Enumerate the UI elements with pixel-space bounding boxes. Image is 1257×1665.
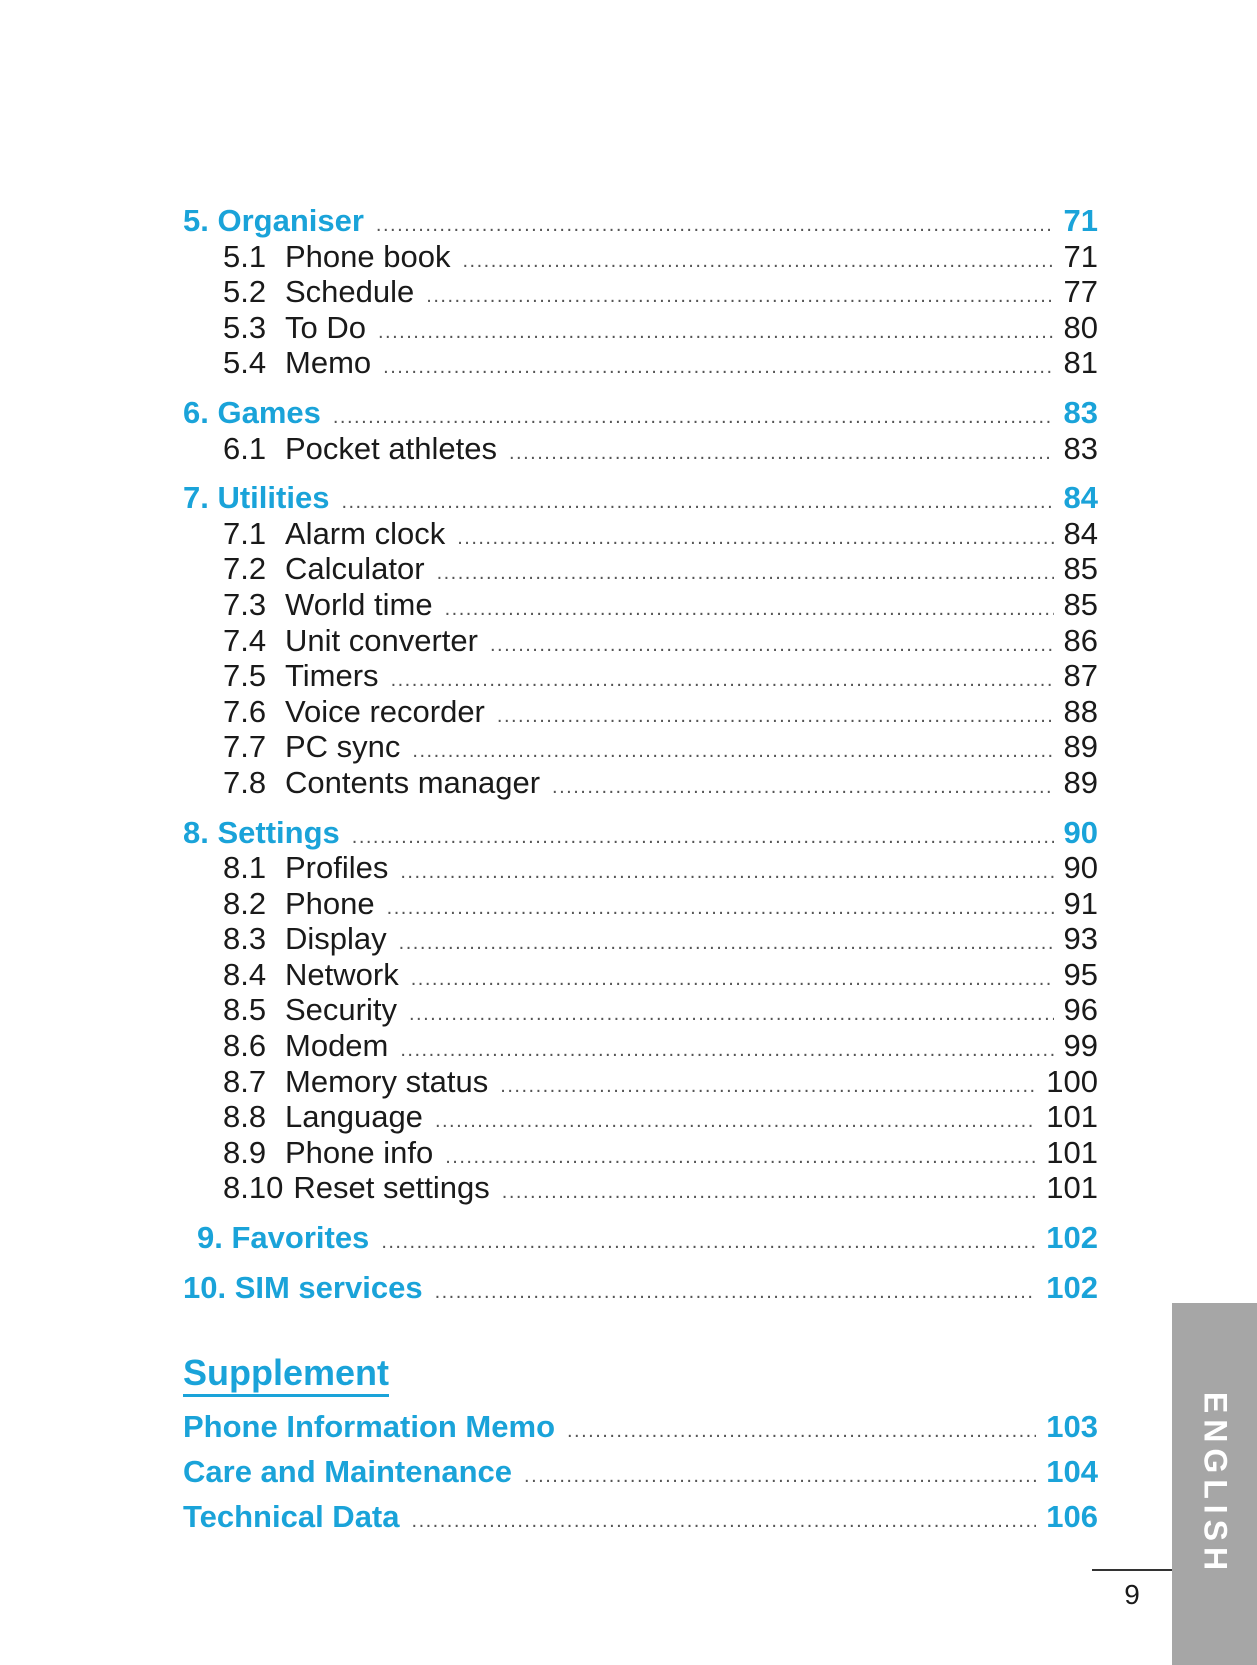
dot-leader: [383, 350, 1053, 386]
page-ref: 80: [1063, 309, 1098, 345]
supplement-heading: Supplement: [183, 1352, 389, 1397]
toc-item[interactable]: [183, 551, 1098, 587]
page-ref: 71: [1063, 238, 1098, 274]
page-ref: 102: [1046, 1269, 1098, 1305]
page-ref: 103: [1046, 1409, 1098, 1444]
item-label: Network: [285, 956, 399, 992]
page-ref: 96: [1063, 992, 1098, 1028]
item-number: 8.5: [223, 992, 267, 1028]
supplement-item[interactable]: [183, 1494, 1098, 1539]
item-number: 8.4: [223, 956, 267, 992]
section-title: 5. Organiser: [183, 203, 364, 238]
dot-leader: [412, 1499, 1037, 1544]
page-ref: 93: [1063, 921, 1098, 957]
dot-leader: [457, 521, 1053, 557]
dot-leader: [552, 770, 1053, 806]
dot-leader: [378, 315, 1054, 351]
item-label: Unit converter: [285, 622, 478, 658]
toc-section-games[interactable]: [183, 395, 1098, 431]
item-number: 7.3: [223, 586, 267, 622]
page-ref: 89: [1063, 729, 1098, 765]
item-number: 7.1: [223, 515, 267, 551]
toc-item[interactable]: [183, 886, 1098, 922]
dot-leader: [524, 1454, 1036, 1499]
item-label: Phone: [285, 885, 375, 921]
item-label: Voice recorder: [285, 693, 485, 729]
item-label: Contents manager: [285, 764, 541, 800]
toc-section-settings[interactable]: [183, 815, 1098, 851]
item-number: 8.7: [223, 1063, 267, 1099]
page-ref: 102: [1046, 1220, 1098, 1256]
page-ref: 71: [1063, 203, 1098, 238]
item-number: 8.9: [223, 1134, 267, 1170]
toc-item[interactable]: [183, 345, 1098, 381]
item-number: 5.3: [223, 309, 267, 345]
toc-item[interactable]: [183, 694, 1098, 730]
page-ref: 86: [1063, 622, 1098, 658]
page-ref: 99: [1063, 1028, 1098, 1064]
dot-leader: [409, 997, 1054, 1033]
item-label: World time: [285, 586, 433, 622]
page-ref: 84: [1063, 480, 1098, 516]
item-number: 7.4: [223, 622, 267, 658]
item-number: 7.8: [223, 764, 267, 800]
toc-section-utilities[interactable]: [183, 480, 1098, 516]
item-label: Schedule: [285, 274, 415, 310]
language-side-tab: [1172, 1303, 1257, 1665]
item-label: Memo: [285, 345, 372, 381]
toc-item[interactable]: [183, 992, 1098, 1028]
dot-leader: [567, 1409, 1036, 1454]
toc-item[interactable]: [183, 1170, 1098, 1206]
toc-item[interactable]: [183, 658, 1098, 694]
dot-leader: [509, 436, 1054, 472]
page-ref: 81: [1063, 345, 1098, 381]
item-label: Care and Maintenance: [183, 1454, 513, 1489]
toc-item[interactable]: [183, 623, 1098, 659]
table-of-contents: [183, 203, 1098, 1305]
item-number: 7.7: [223, 729, 267, 765]
toc-item[interactable]: [183, 1135, 1098, 1171]
page-ref: 104: [1046, 1454, 1098, 1489]
item-label: Technical Data: [183, 1499, 400, 1534]
toc-item[interactable]: [183, 1099, 1098, 1135]
dot-leader: [435, 1275, 1037, 1311]
item-label: Language: [285, 1099, 423, 1135]
side-tab-label: ENGLISH: [1197, 1391, 1233, 1577]
item-label: Reset settings: [293, 1170, 490, 1206]
item-number: 8.6: [223, 1028, 267, 1064]
item-number: 7.6: [223, 693, 267, 729]
toc-item[interactable]: [183, 310, 1098, 346]
page-ref: 101: [1046, 1099, 1098, 1135]
dot-leader: [500, 1069, 1036, 1105]
item-number: 8.1: [223, 850, 267, 886]
page-ref: 101: [1046, 1134, 1098, 1170]
section-title: 6. Games: [183, 394, 321, 430]
page-ref: 100: [1046, 1063, 1098, 1099]
page-ref: 83: [1063, 394, 1098, 430]
dot-leader: [502, 1175, 1036, 1211]
item-label: Timers: [285, 658, 379, 694]
page-ref: 95: [1063, 956, 1098, 992]
item-label: Phone Information Memo: [183, 1409, 555, 1444]
page-ref: 85: [1063, 586, 1098, 622]
page-ref: 85: [1063, 551, 1098, 587]
item-label: Alarm clock: [285, 515, 446, 551]
dot-leader: [462, 244, 1053, 280]
toc-item[interactable]: [183, 239, 1098, 275]
toc-item[interactable]: [183, 921, 1098, 957]
dot-leader: [426, 279, 1053, 315]
page-ref: 91: [1063, 885, 1098, 921]
item-label: Memory status: [285, 1063, 489, 1099]
item-label: Security: [285, 992, 397, 1028]
dot-leader: [490, 628, 1054, 664]
dot-leader: [437, 556, 1054, 592]
toc-item[interactable]: [183, 1028, 1098, 1064]
item-number: 8.8: [223, 1099, 267, 1135]
toc-item[interactable]: [183, 729, 1098, 765]
page-ref: 90: [1063, 814, 1098, 850]
item-label: Phone book: [285, 238, 451, 274]
item-label: PC sync: [285, 729, 401, 765]
dot-leader: [435, 1104, 1036, 1140]
toc-section-favorites[interactable]: [183, 1220, 1098, 1256]
dot-leader: [445, 1140, 1036, 1176]
toc-section-organiser[interactable]: [183, 203, 1098, 239]
item-label: Phone info: [285, 1134, 434, 1170]
section-title: 10. SIM services: [183, 1269, 423, 1305]
page-ref: 83: [1063, 430, 1098, 466]
item-label: Modem: [285, 1028, 389, 1064]
toc-item[interactable]: [183, 587, 1098, 623]
toc-item[interactable]: [183, 957, 1098, 993]
item-number: 7.5: [223, 658, 267, 694]
toc-item[interactable]: [183, 431, 1098, 467]
supplement-list: [183, 1404, 1098, 1539]
dot-leader: [352, 820, 1054, 856]
page-ref: 77: [1063, 274, 1098, 310]
item-number: 6.1: [223, 430, 267, 466]
item-number: 5.1: [223, 238, 267, 274]
item-label: To Do: [285, 309, 366, 345]
item-label: Pocket athletes: [285, 430, 497, 466]
toc-item[interactable]: [183, 850, 1098, 886]
supplement-item[interactable]: [183, 1404, 1098, 1449]
page-ref: 90: [1063, 850, 1098, 886]
dot-leader: [411, 962, 1054, 998]
page-ref: 87: [1063, 658, 1098, 694]
page-ref: 89: [1063, 764, 1098, 800]
item-number: 8.3: [223, 921, 267, 957]
page-ref: 106: [1046, 1499, 1098, 1534]
item-number: 5.4: [223, 345, 267, 381]
toc-item[interactable]: [183, 1064, 1098, 1100]
section-title: 8. Settings: [183, 814, 340, 850]
dot-leader: [445, 592, 1054, 628]
item-label: Calculator: [285, 551, 425, 587]
section-title: 9. Favorites: [197, 1220, 370, 1256]
supplement-item[interactable]: [183, 1449, 1098, 1494]
page-ref: 84: [1063, 515, 1098, 551]
dot-leader: [387, 891, 1054, 927]
item-number: 7.2: [223, 551, 267, 587]
item-label: Profiles: [285, 850, 389, 886]
dot-leader: [381, 1225, 1036, 1261]
dot-leader: [376, 208, 1054, 244]
section-title: 7. Utilities: [183, 480, 330, 516]
toc-section-sim-services[interactable]: [183, 1270, 1098, 1306]
dot-leader: [400, 855, 1053, 891]
item-number: 8.10: [223, 1170, 284, 1206]
dot-leader: [497, 699, 1054, 735]
toc-item[interactable]: [183, 274, 1098, 310]
toc-item[interactable]: [183, 516, 1098, 552]
item-number: 5.2: [223, 274, 267, 310]
page-number: 9: [1092, 1569, 1172, 1611]
item-number: 8.2: [223, 885, 267, 921]
item-label: Display: [285, 921, 387, 957]
page-ref: 88: [1063, 693, 1098, 729]
page-ref: 101: [1046, 1170, 1098, 1206]
toc-item[interactable]: [183, 765, 1098, 801]
dot-leader: [399, 926, 1054, 962]
